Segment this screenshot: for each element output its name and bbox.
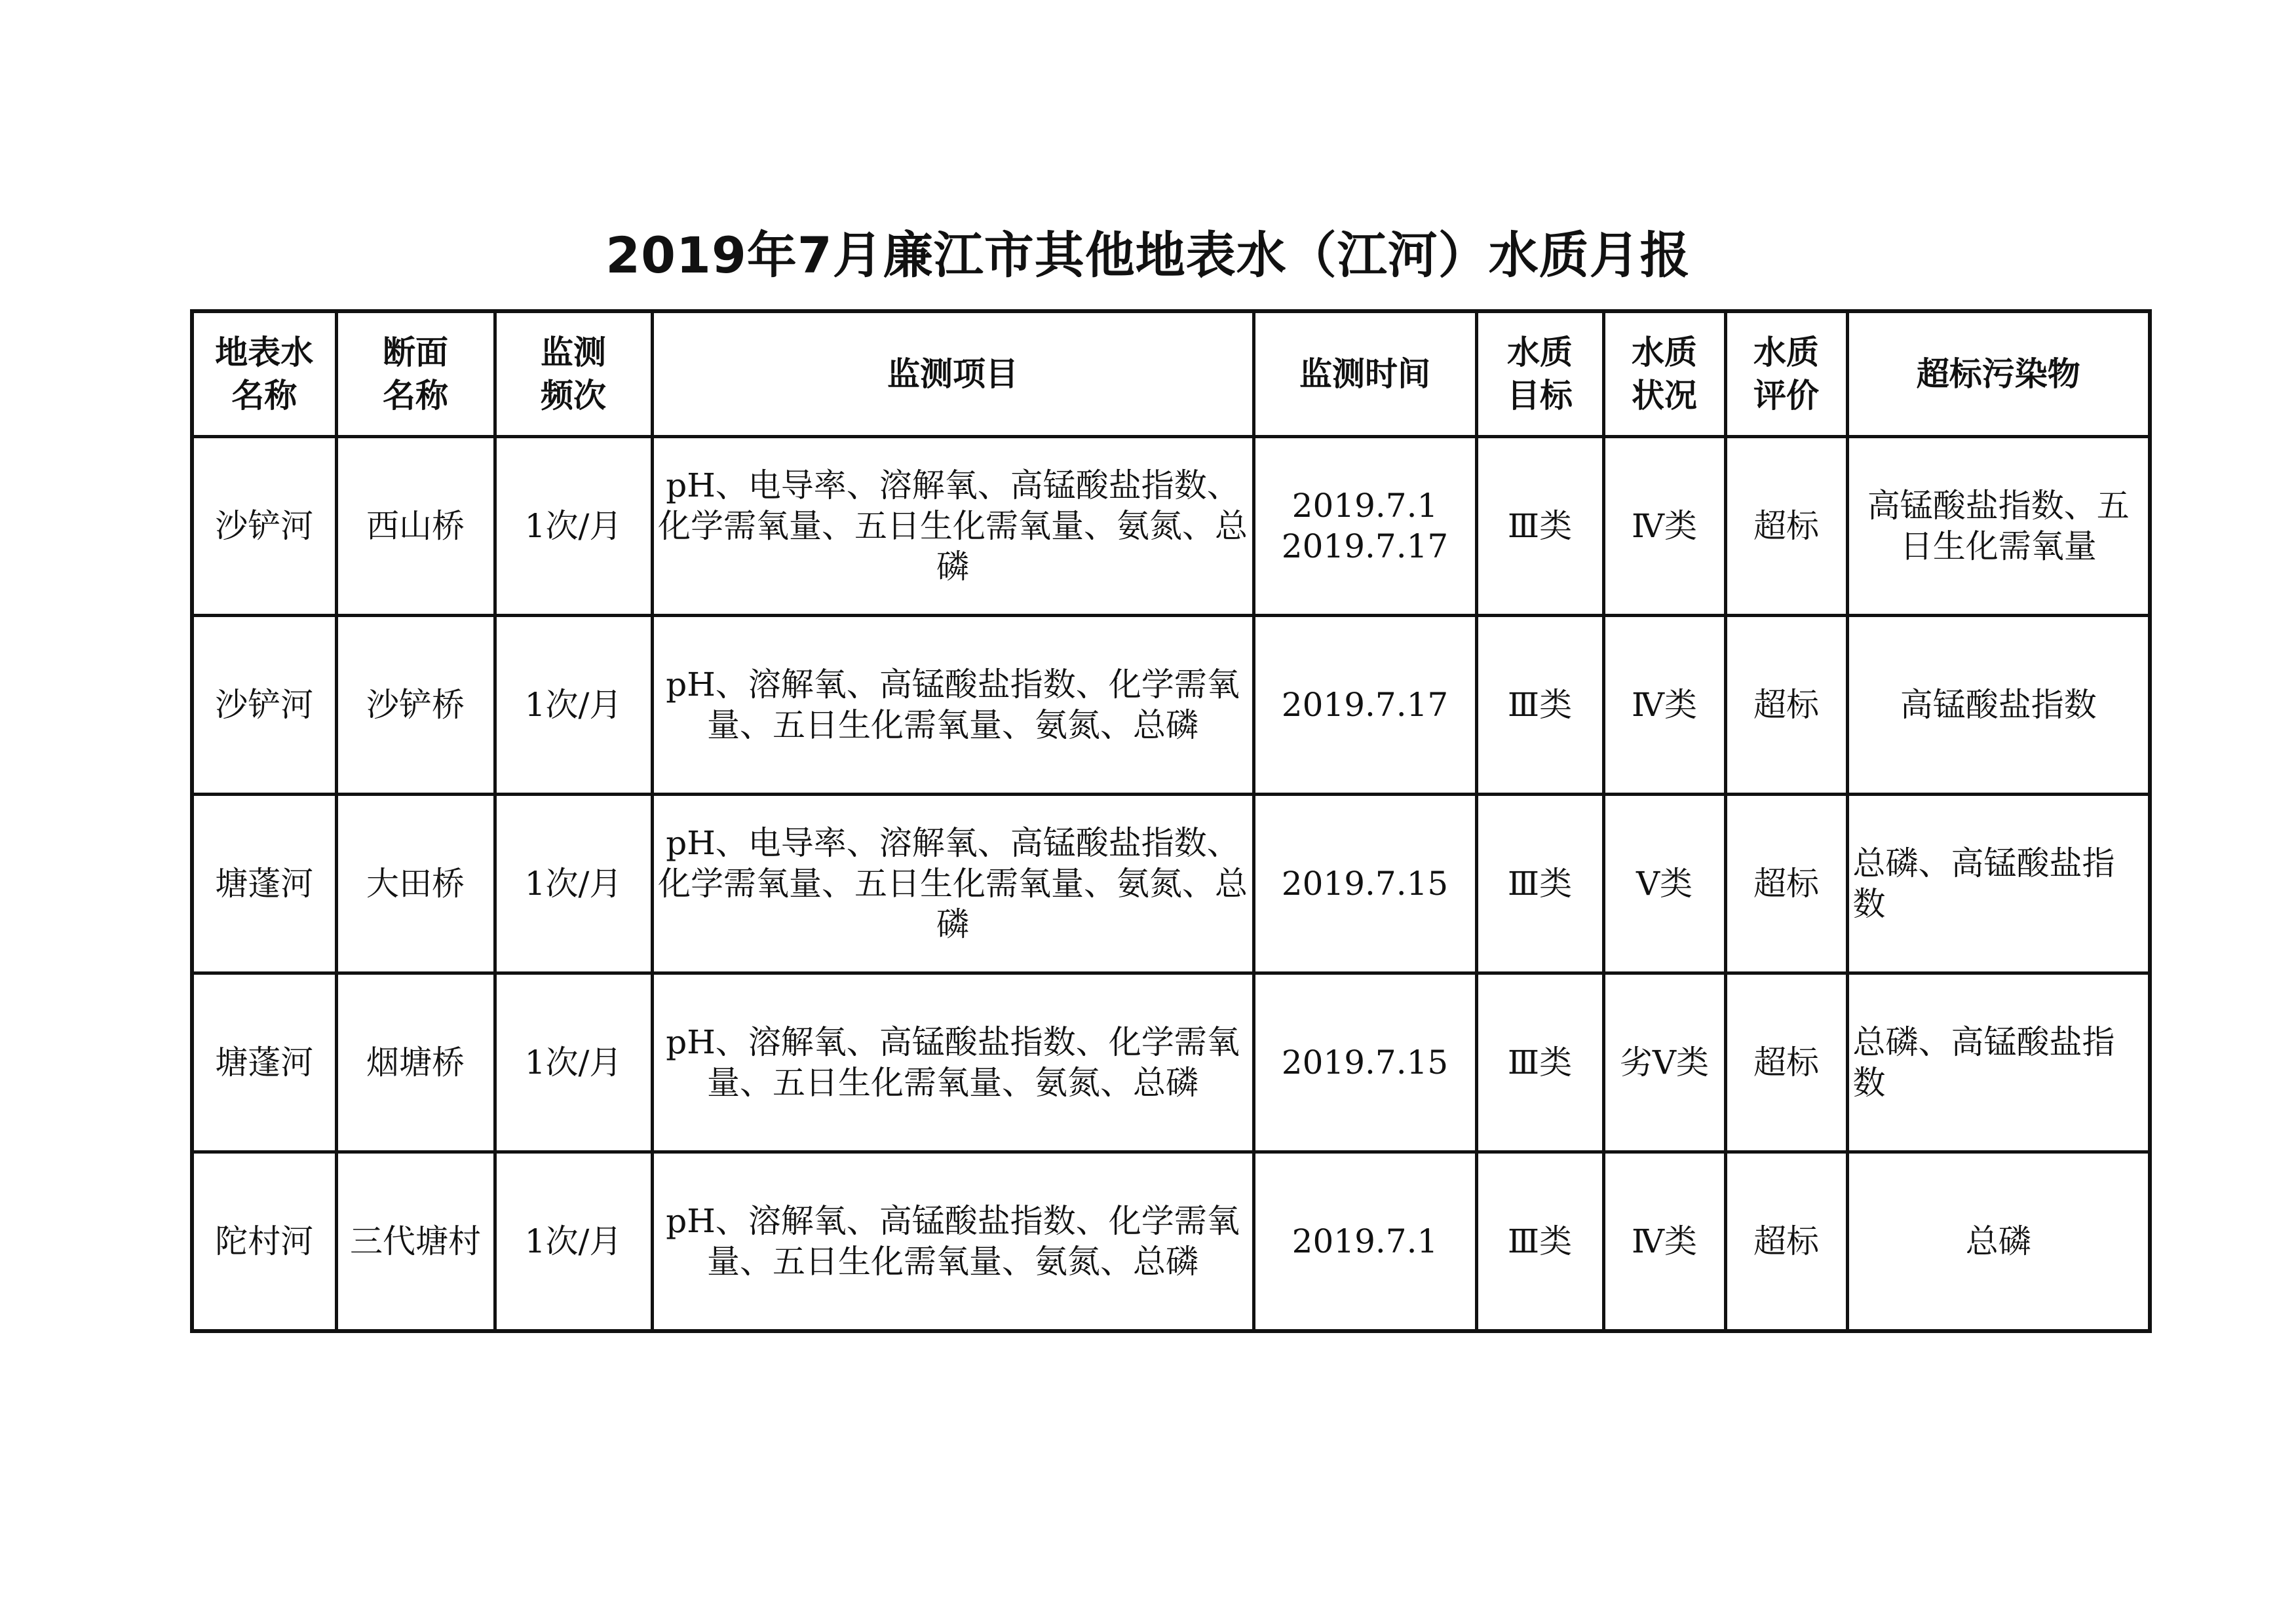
quality-evaluation-cell: 超标	[1725, 437, 1847, 616]
section-name-cell: 西山桥	[336, 437, 495, 616]
header-river-name: 地表水 名称	[192, 311, 336, 437]
table-row	[192, 973, 2150, 1152]
section-name-cell: 三代塘村	[336, 1152, 495, 1332]
page-title: 2019年7月廉江市其他地表水（江河）水质月报	[605, 226, 1691, 284]
header-monitoring-time: 监测时间	[1253, 311, 1476, 437]
river-name-cell: 塘蓬河	[192, 795, 336, 973]
river-name-cell: 陀村河	[192, 1152, 336, 1332]
header-section-name: 断面 名称	[336, 311, 495, 437]
table-header-row	[192, 311, 2150, 437]
quality-status-cell: Ⅳ类	[1603, 437, 1725, 616]
exceeding-pollutants-cell: 总磷、高锰酸盐指数	[1847, 795, 2150, 973]
section-name-cell: 大田桥	[336, 795, 495, 973]
quality-evaluation-cell: 超标	[1725, 1152, 1847, 1332]
table-row	[192, 1152, 2150, 1332]
header-quality-target: 水质 目标	[1476, 311, 1603, 437]
frequency-cell: 1次/月	[495, 437, 652, 616]
header-quality-evaluation: 水质 评价	[1725, 311, 1847, 437]
quality-target-cell: Ⅲ类	[1476, 1152, 1603, 1332]
quality-target-cell: Ⅲ类	[1476, 437, 1603, 616]
exceeding-pollutants-cell: 高锰酸盐指数、五日生化需氧量	[1847, 437, 2150, 616]
quality-target-cell: Ⅲ类	[1476, 616, 1603, 795]
quality-status-cell: Ⅳ类	[1603, 616, 1725, 795]
table-row	[192, 795, 2150, 973]
quality-evaluation-cell: 超标	[1725, 795, 1847, 973]
monitoring-items-cell: pH、电导率、溶解氧、高锰酸盐指数、化学需氧量、五日生化需氧量、氨氮、总磷	[652, 795, 1253, 973]
quality-status-cell: Ⅳ类	[1603, 1152, 1725, 1332]
monitoring-time-cell: 2019.7.15	[1253, 795, 1476, 973]
section-name-cell: 烟塘桥	[336, 973, 495, 1152]
monitoring-items-cell: pH、溶解氧、高锰酸盐指数、化学需氧量、五日生化需氧量、氨氮、总磷	[652, 973, 1253, 1152]
monitoring-time-cell: 2019.7.17	[1253, 616, 1476, 795]
frequency-cell: 1次/月	[495, 795, 652, 973]
monitoring-items-cell: pH、溶解氧、高锰酸盐指数、化学需氧量、五日生化需氧量、氨氮、总磷	[652, 1152, 1253, 1332]
monitoring-time-cell: 2019.7.15	[1253, 973, 1476, 1152]
quality-target-cell: Ⅲ类	[1476, 973, 1603, 1152]
header-exceeding-pollutants: 超标污染物	[1847, 311, 2150, 437]
monitoring-items-cell: pH、电导率、溶解氧、高锰酸盐指数、化学需氧量、五日生化需氧量、氨氮、总磷	[652, 437, 1253, 616]
quality-target-cell: Ⅲ类	[1476, 795, 1603, 973]
monitoring-time-cell: 2019.7.1	[1253, 1152, 1476, 1332]
exceeding-pollutants-cell: 高锰酸盐指数	[1847, 616, 2150, 795]
header-quality-status: 水质 状况	[1603, 311, 1725, 437]
monitoring-time-cell: 2019.7.1 2019.7.17	[1253, 437, 1476, 616]
header-frequency: 监测 频次	[495, 311, 652, 437]
river-name-cell: 塘蓬河	[192, 973, 336, 1152]
quality-status-cell: Ⅴ类	[1603, 795, 1725, 973]
table-row	[192, 616, 2150, 795]
exceeding-pollutants-cell: 总磷、高锰酸盐指数	[1847, 973, 2150, 1152]
frequency-cell: 1次/月	[495, 1152, 652, 1332]
monitoring-items-cell: pH、溶解氧、高锰酸盐指数、化学需氧量、五日生化需氧量、氨氮、总磷	[652, 616, 1253, 795]
quality-status-cell: 劣Ⅴ类	[1603, 973, 1725, 1152]
quality-evaluation-cell: 超标	[1725, 973, 1847, 1152]
table-row	[192, 437, 2150, 616]
river-name-cell: 沙铲河	[192, 437, 336, 616]
header-monitoring-items: 监测项目	[652, 311, 1253, 437]
section-name-cell: 沙铲桥	[336, 616, 495, 795]
quality-evaluation-cell: 超标	[1725, 616, 1847, 795]
water-quality-table	[190, 309, 2152, 1333]
frequency-cell: 1次/月	[495, 616, 652, 795]
river-name-cell: 沙铲河	[192, 616, 336, 795]
frequency-cell: 1次/月	[495, 973, 652, 1152]
exceeding-pollutants-cell: 总磷	[1847, 1152, 2150, 1332]
